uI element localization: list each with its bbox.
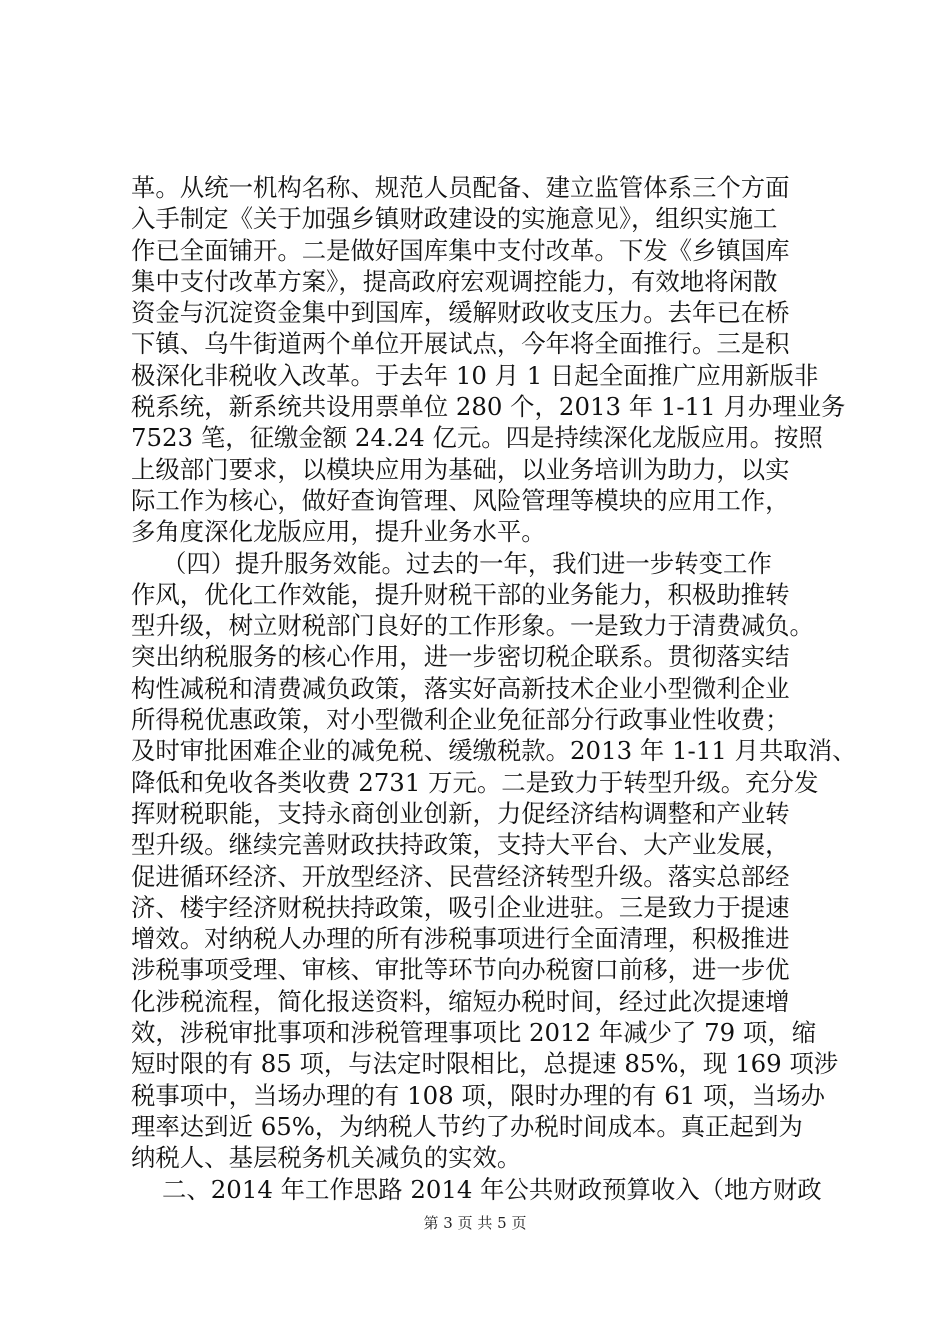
text-line: 突出纳税服务的核心作用，进一步密切税企联系。贯彻落实结	[131, 642, 790, 672]
text-line: 短时限的有 85 项，与法定时限相比，总提速 85%，现 169 项涉	[131, 1049, 839, 1079]
text-line: 极深化非税收入改革。于去年 10 月 1 日起全面推广应用新版非	[131, 360, 819, 390]
text-line: 多角度深化龙版应用，提升业务水平。	[131, 517, 546, 547]
text-line: 上级部门要求，以模块应用为基础，以业务培训为助力，以实	[131, 454, 790, 484]
text-line: 增效。对纳税人办理的所有涉税事项进行全面清理，积极推进	[131, 924, 790, 954]
text-line: 税事项中，当场办理的有 108 项，限时办理的有 61 项，当场办	[131, 1080, 825, 1110]
text-line: 济、楼宇经济财税扶持政策，吸引企业进驻。三是致力于提速	[131, 892, 790, 922]
text-line: 下镇、乌牛街道两个单位开展试点，今年将全面推行。三是积	[131, 329, 790, 359]
text-line: 纳税人、基层税务机关减负的实效。	[131, 1143, 522, 1173]
text-line: 7523 笔，征缴金额 24.24 亿元。四是持续深化龙版应用。按照	[131, 423, 823, 453]
text-line: 际工作为核心，做好查询管理、风险管理等模块的应用工作，	[131, 485, 790, 515]
text-line: 作风，优化工作效能，提升财税干部的业务能力，积极助推转	[131, 579, 790, 609]
text-line: （四）提升服务效能。过去的一年，我们进一步转变工作	[131, 548, 772, 578]
text-line: 化涉税流程，简化报送资料，缩短办税时间，经过此次提速增	[131, 986, 790, 1016]
text-line: 入手制定《关于加强乡镇财政建设的实施意见》，组织实施工	[131, 204, 778, 234]
text-line: 税系统，新系统共设用票单位 280 个，2013 年 1-11 月办理业务	[131, 392, 846, 422]
text-line: 二、2014 年工作思路 2014 年公共财政预算收入（地方财政	[131, 1174, 822, 1204]
text-line: 效，涉税审批事项和涉税管理事项比 2012 年减少了 79 项，缩	[131, 1018, 817, 1048]
text-line: 所得税优惠政策，对小型微利企业免征部分行政事业性收费；	[131, 705, 790, 735]
text-line: 资金与沉淀资金集中到国库，缓解财政收支压力。去年已在桥	[131, 298, 790, 328]
body-text	[131, 172, 857, 1205]
text-line: 及时审批困难企业的减免税、缓缴税款。2013 年 1-11 月共取消、	[131, 736, 857, 766]
text-line: 理率达到近 65%，为纳税人节约了办税时间成本。真正起到为	[131, 1111, 803, 1141]
text-line: 挥财税职能，支持永商创业创新，力促经济结构调整和产业转	[131, 798, 790, 828]
text-line: 型升级。继续完善财政扶持政策，支持大平台、大产业发展，	[131, 830, 790, 860]
text-line: 涉税事项受理、审核、审批等环节向办税窗口前移，进一步优	[131, 955, 790, 985]
text-line: 集中支付改革方案》，提高政府宏观调控能力，有效地将闲散	[131, 266, 778, 296]
text-line: 促进循环经济、开放型经济、民营经济转型升级。落实总部经	[131, 861, 790, 891]
text-line: 型升级，树立财税部门良好的工作形象。一是致力于清费减负。	[131, 611, 814, 641]
text-line: 革。从统一机构名称、规范人员配备、建立监管体系三个方面	[131, 173, 790, 202]
text-line: 构性减税和清费减负政策，落实好高新技术企业小型微利企业	[131, 673, 790, 703]
page-number-footer: 第 3 页 共 5 页	[423, 1214, 527, 1232]
text-line: 作已全面铺开。二是做好国库集中支付改革。下发《乡镇国库	[131, 235, 790, 265]
text-line: 降低和免收各类收费 2731 万元。二是致力于转型升级。充分发	[131, 767, 819, 797]
